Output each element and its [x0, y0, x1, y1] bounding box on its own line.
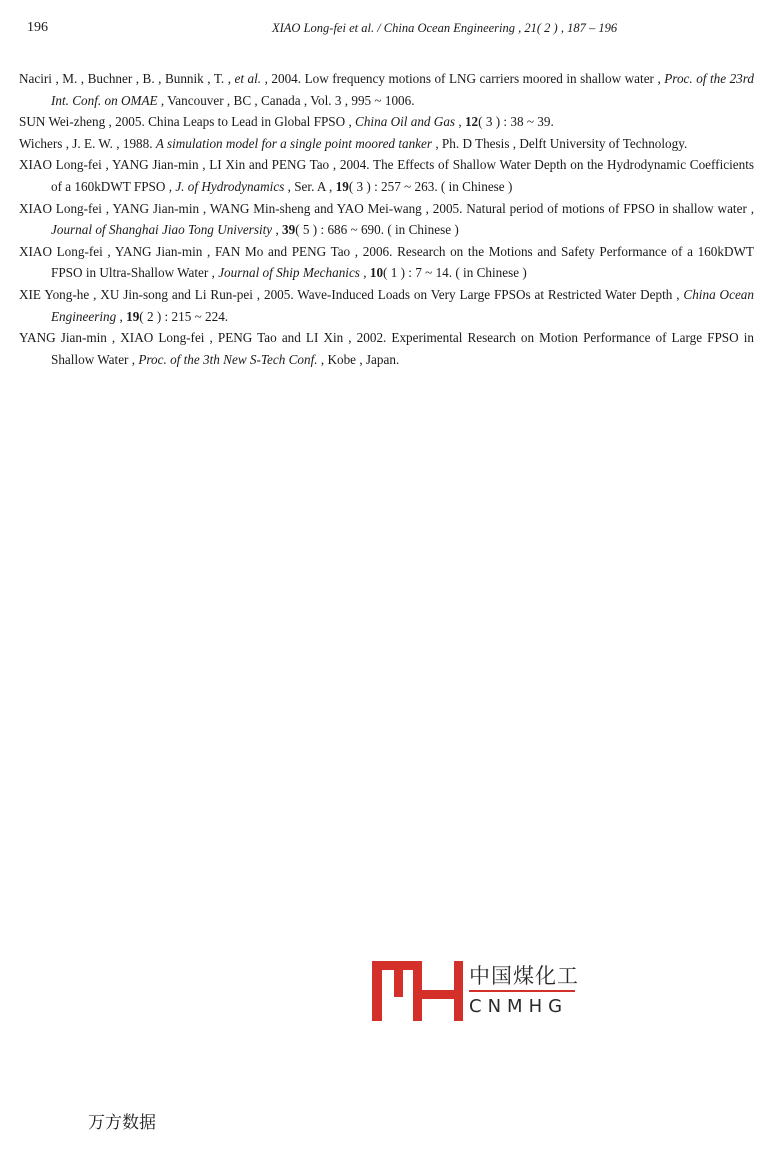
page-number: 196 [27, 20, 48, 35]
logo-english-text: CNMHG [469, 996, 569, 1017]
reference-xiao-2004: XIAO Long-fei , YANG Jian-min , LI Xin and PENG Tao , 2004. The Effects of Shallow Water Depth on the Hydrodynamic Coefficients of a 160kDWT FPSO , J. of Hydrodynamics , Ser. A , 19( 3 ) : 257 ~ 263. ( in Chinese ) [19, 157, 754, 194]
reference-yang-2002: YANG Jian-min , XIAO Long-fei , PENG Tao and LI Xin , 2002. Experimental Research on Motion Performance of Large FPSO in Shallow Water , Proc. of the 3th New S-Tech Conf. , Kobe , Japan. [19, 330, 754, 367]
reference-xiao-2006: XIAO Long-fei , YANG Jian-min , FAN Mo and PENG Tao , 2006. Research on the Motions and Safety Performance of a 160kDWT FPSO in Ultra-Shallow Water , Journal of Ship Mechanics , 10( 1 ) : 7 ~ 14. ( in Chinese ) [19, 243, 754, 281]
footer-watermark: 万方数据 [88, 1113, 156, 1133]
logo-divider [469, 990, 575, 992]
reference-xie-2005: XIE Yong-he , XU Jin-song and Li Run-pei , 2005. Wave-Induced Loads on Very Large FPSOs at Restricted Water Depth , China Ocean Engineering , 19( 2 ) : 215 ~ 224. [19, 286, 754, 324]
reference-sun-2005: SUN Wei-zheng , 2005. China Leaps to Lead in Global FPSO , China Oil and Gas , 12( 3 ) : 38 ~ 39. [19, 114, 554, 130]
cnmhg-logo-mark-icon [372, 961, 464, 1021]
reference-xiao-2005: XIAO Long-fei , YANG Jian-min , WANG Min-sheng and YAO Mei-wang , 2005. Natural period of motions of FPSO in shallow water , Journal of Shanghai Jiao Tong University , 39( 5 ) : 686 ~ 690. ( in Chinese ) [19, 200, 754, 238]
logo-chinese-text: 中国煤化工 [469, 964, 579, 988]
reference-wichers-1988: Wichers , J. E. W. , 1988. A simulation model for a single point moored tanker , Ph. D Thesis , Delft University of Technology. [19, 135, 688, 151]
reference-list [19, 68, 754, 370]
cnmhg-logo [372, 960, 577, 1022]
reference-naciri-2004: Naciri , M. , Buchner , B. , Bunnik , T. , et al. , 2004. Low frequency motions of LNG carriers moored in shallow water , Proc. of the 23rd Int. Conf. on OMAE , Vancouver , BC , Canada , Vol. 3 , 995 ~ 1006. [19, 71, 754, 108]
running-header: XIAO Long-fei et al. / China Ocean Engineering , 21( 2 ) , 187 – 196 [272, 21, 618, 35]
